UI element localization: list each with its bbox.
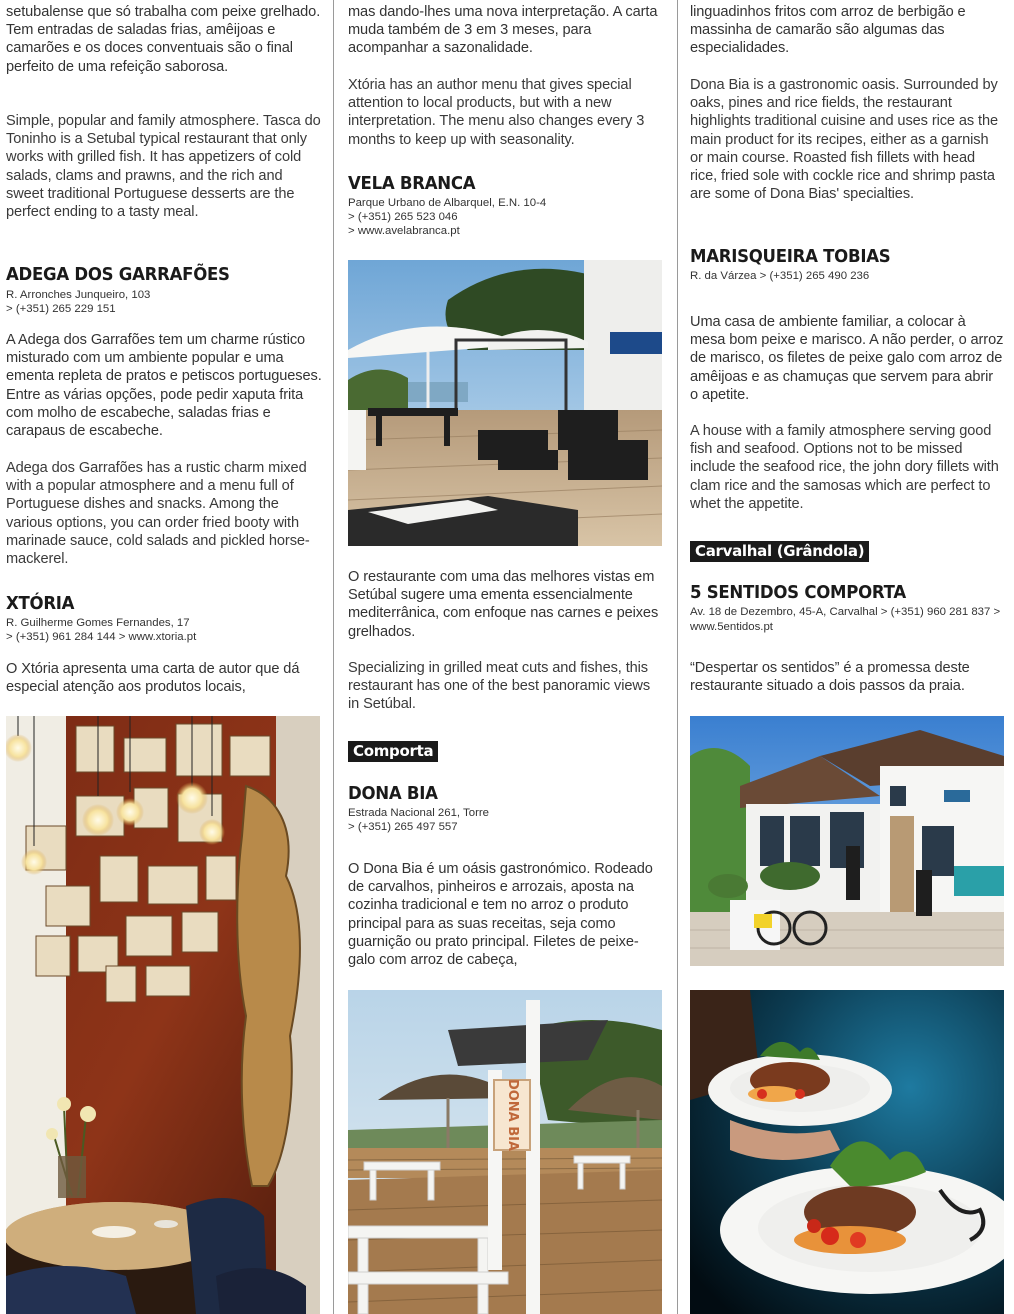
tobias-text-pt: Uma casa de ambiente familiar, a colocar à mesa bom peixe e marisco. A não perder, o arroz de marisco, os filetes de peixe galo com arroz de amêijoas e as chamuças que servem para abrir o apetite. — [690, 314, 1004, 403]
xtoria-text-pt: O Xtória apresenta uma carta de autor que dá especial atenção aos produtos locais, — [6, 661, 300, 696]
restaurant-website: > www.avelabranca.pt — [348, 225, 460, 237]
restaurant-address: Estrada Nacional 261, Torre — [348, 807, 489, 819]
column-divider — [333, 0, 334, 1314]
xtoria-text-pt-continued: mas dando-lhes uma nova interpretação. A carta muda também de 3 em 3 meses, para acompanhar a sazonalidade. — [348, 4, 658, 57]
restaurant-interior-photo — [6, 716, 320, 1314]
xtoria-text-en: Xtória has an author menu that gives special attention to local products, but with a new interpretation. The menu also changes every 3 months to keep up with seasonality. — [348, 77, 645, 148]
dona-text-pt: O Dona Bia é um oásis gastronómico. Rodeado de carvalhos, pinheiros e arrozais, aposta na cozinha tradicional e tem no arroz o produto principal para as suas receitas, seja como guarnição ou prato principal. Filetes de peixe-galo com arroz de cabeça, — [348, 861, 653, 969]
restaurant-address: Parque Urbano de Albarquel, E.N. 10-4 — [348, 197, 547, 209]
plated-dishes-photo — [690, 990, 1004, 1314]
restaurant-address: R. Guilherme Gomes Fernandes, 17 — [6, 617, 190, 629]
sentidos-text-pt: “Despertar os sentidos” é a promessa deste restaurante situado a dois passos da praia. — [690, 660, 970, 695]
tobias-text-en: A house with a family atmosphere serving good fish and seafood. Options not to be missed include the seafood rice, the john dory fillets with clam rice and the samosas which are perfect to whet the appetite. — [690, 423, 999, 512]
column-divider — [677, 0, 678, 1314]
facade-photo — [690, 716, 1004, 966]
restaurant-name: 5 SENTIDOS COMPORTA — [690, 582, 906, 603]
restaurant-name: ADEGA DOS GARRAFÕES — [6, 264, 230, 285]
region-tag — [348, 741, 664, 762]
restaurant-name: VELA BRANCA — [348, 173, 476, 194]
restaurant-contact: > (+351) 961 284 144 > www.xtoria.pt — [6, 631, 197, 643]
adega-text-pt: A Adega dos Garrafões tem um charme rústico misturado com um ambiente popular e uma ementa repleta de pratos e petiscos portugueses. Entre as várias opções, pode pedir xaputa frita com molho de escabeche, saladas frias e carapaus de escabeche. — [6, 332, 322, 440]
restaurant-name: DONA BIA — [348, 783, 438, 804]
restaurant-name: MARISQUEIRA TOBIAS — [690, 246, 891, 267]
restaurant-name: XTÓRIA — [6, 593, 75, 614]
region-tag — [690, 541, 1004, 562]
restaurant-address: Av. 18 de Dezembro, 45-A, Carvalhal > (+351) 960 281 837 > www.5entidos.pt — [690, 606, 1001, 633]
dona-text-pt-continued: linguadinhos fritos com arroz de berbigão e massinha de camarão são algumas das especialidades. — [690, 4, 966, 57]
tasca-text-pt: setubalense que só trabalha com peixe grelhado. Tem entradas de saladas frias, amêijoas e camarões e os doces conventuais são o final perfeito de uma refeição saborosa. — [6, 4, 321, 75]
vela-text-en: Specializing in grilled meat cuts and fishes, this restaurant has one of the best panoramic views in Setúbal. — [348, 660, 651, 713]
region-label: Carvalhal (Grândola) — [690, 541, 869, 562]
dona-text-en: Dona Bia is a gastronomic oasis. Surrounded by oaks, pines and rice fields, the restaurant highlights traditional cuisine and uses rice as the main product for its recipes, either as a garnish or main course. Roasted fish fillets with head rice, fried sole with cockle rice and shrimp pasta are some of Dona Bias' specialties. — [690, 77, 999, 203]
restaurant-phone: > (+351) 265 229 151 — [6, 303, 116, 315]
dona-bia-sign: DONA BIA — [505, 1078, 520, 1152]
restaurant-contact: R. da Várzea > (+351) 265 490 236 — [690, 270, 870, 282]
adega-text-en: Adega dos Garrafões has a rustic charm mixed with a popular atmosphere and a menu full of Portuguese dishes and snacks. Among the various options, you can order fried booty with marinade sauce, cold salads and pickled horse-mackerel. — [6, 460, 310, 568]
terrace-photo — [348, 260, 662, 546]
deck-photo — [348, 990, 662, 1314]
restaurant-phone: > (+351) 265 497 557 — [348, 821, 458, 833]
region-label: Comporta — [348, 741, 438, 762]
restaurant-phone: > (+351) 265 523 046 — [348, 211, 458, 223]
tasca-text-en: Simple, popular and family atmosphere. Tasca do Toninho is a Setubal typical restaurant that only works with grilled fish. It has appetizers of cold salads, clams and prawns, and the rich and sweet traditional Portuguese desserts are the perfect ending to a tasty meal. — [6, 113, 321, 221]
vela-text-pt: O restaurante com uma das melhores vistas em Setúbal sugere uma ementa essencialmente mediterrânica, com enfoque nas carnes e peixes grelhados. — [348, 569, 659, 640]
restaurant-address: R. Arronches Junqueiro, 103 — [6, 289, 151, 301]
